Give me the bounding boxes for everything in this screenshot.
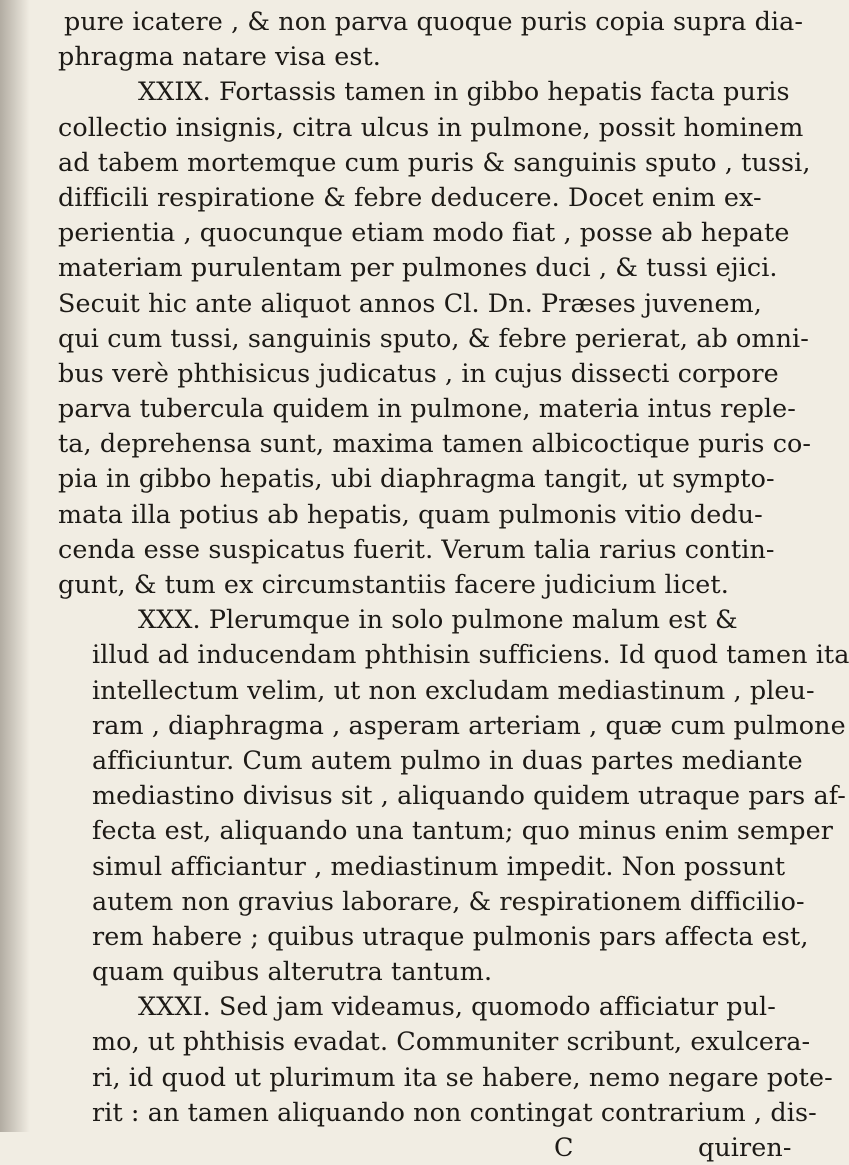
- text-line: mo, ut phthisis evadat. Communiter scribunt, exulcera-: [92, 1026, 811, 1057]
- text-line: materiam purulentam per pulmones duci , & tussi ejici.: [58, 252, 778, 283]
- text-line: simul afficiantur , mediastinum impedit. Non possunt: [92, 850, 786, 881]
- text-line: rem habere ; quibus utraque pulmonis pars affecta est,: [92, 920, 809, 951]
- text-line: perientia , quocunque etiam modo fiat , posse ab hepate: [58, 217, 790, 248]
- text-line: intellectum velim, ut non excludam mediastinum , pleu-: [92, 674, 815, 705]
- footer-line: [58, 1130, 792, 1165]
- text-line: illud ad inducendam phthisin sufficiens. Id quod tamen ita: [92, 639, 849, 670]
- text-line: mediastino divisus sit , aliquando quidem utraque pars af-: [92, 780, 846, 811]
- text-line: autem non gravius laborare, & respirationem difficilio-: [92, 885, 805, 916]
- binding-shadow: [0, 0, 30, 1132]
- catchword: quiren-: [698, 1132, 792, 1162]
- text-line: Secuit hic ante aliquot annos Cl. Dn. Præses juvenem,: [58, 287, 762, 318]
- text-line: mata illa potius ab hepatis, quam pulmonis vitio dedu-: [58, 498, 763, 529]
- text-line: gunt, & tum ex circumstantiis facere judicium licet.: [58, 569, 729, 599]
- text-line: parva tubercula quidem in pulmone, materia intus reple-: [58, 393, 796, 424]
- section-heading-xxx: XXX. Plerumque in solo pulmone malum est &: [138, 604, 738, 635]
- section-heading-xxix: XXIX. Fortassis tamen in gibbo hepatis facta puris: [138, 76, 790, 107]
- text-line: difficili respiratione & febre deducere. Docet enim ex-: [58, 181, 762, 212]
- text-block: [58, 4, 849, 1165]
- text-line: afficiuntur. Cum autem pulmo in duas partes mediante: [92, 744, 803, 775]
- text-line: rit : an tamen aliquando non contingat contrarium , dis-: [92, 1096, 817, 1127]
- text-line: qui cum tussi, sanguinis sputo, & febre perierat, ab omni-: [58, 322, 809, 353]
- text-line: cenda esse suspicatus fuerit. Verum talia rarius contin-: [58, 533, 775, 564]
- text-line: fecta est, aliquando una tantum; quo minus enim semper: [92, 815, 833, 846]
- section-heading-xxxi: XXXI. Sed jam videamus, quomodo afficiatur pul-: [138, 991, 776, 1022]
- text-line: ri, id quod ut plurimum ita se habere, nemo negare pote-: [92, 1061, 833, 1092]
- text-line: ram , diaphragma , asperam arteriam , quæ cum pulmone: [92, 709, 846, 740]
- signature-mark: C: [554, 1132, 574, 1162]
- text-line: pia in gibbo hepatis, ubi diaphragma tangit, ut sympto-: [58, 463, 775, 494]
- text-line: collectio insignis, citra ulcus in pulmone, possit hominem: [58, 111, 804, 142]
- text-line: quam quibus alterutra tantum.: [92, 956, 493, 987]
- text-line: pure icatere , & non parva quoque puris copia supra dia-: [64, 6, 804, 36]
- text-line: bus verè phthisicus judicatus , in cujus dissecti corpore: [58, 357, 779, 388]
- text-line: ta, deprehensa sunt, maxima tamen albicoctique puris co-: [58, 428, 812, 459]
- text-line: ad tabem mortemque cum puris & sanguinis sputo , tussi,: [58, 146, 811, 177]
- text-line: phragma natare visa est.: [58, 41, 381, 72]
